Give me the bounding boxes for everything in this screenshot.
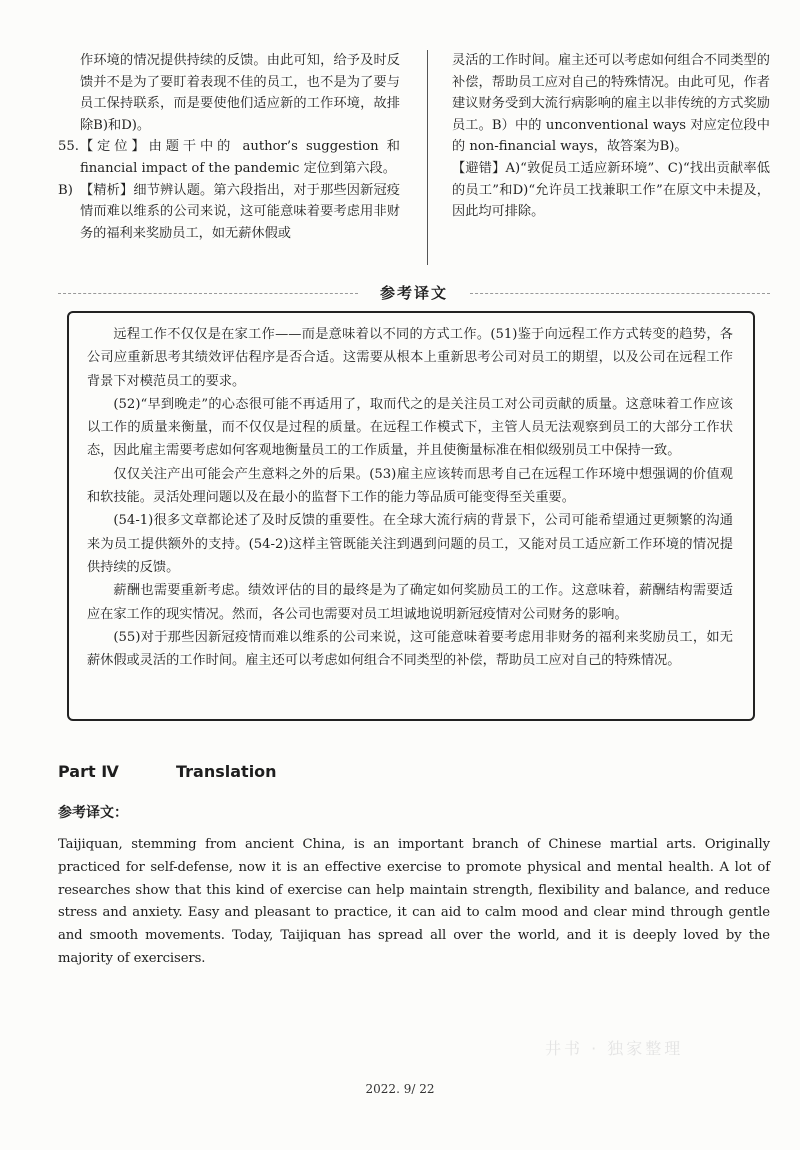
translation-paragraph: 仅仅关注产出可能会产生意料之外的后果。(53)雇主应该转而思考自己在远程工作环境中想强调的价值观和软技能。灵活处理问题以及在最小的监督下工作的能力等品质可能变得至关重要。 xyxy=(87,466,733,506)
page-footer: 2022. 9/ 22 xyxy=(365,1082,435,1096)
watermark: 井书 · 独家整理 xyxy=(545,1039,684,1058)
translation-paragraph: (54-1)很多文章都论述了及时反馈的重要性。在全球大流行病的背景下，公司可能希望通过更频繁的沟通来为员工提供额外的支持。(54-2)这样主管既能关注到遇到问题的员工，又能对员工适应新工作环境的情况提供持续的反馈。 xyxy=(87,513,733,575)
locate-text: 【定位】由题干中的 author’s suggestion 和 financial impact of the pandemic 定位到第六段。 xyxy=(80,139,400,176)
question-number: 55. xyxy=(58,139,79,155)
section-title: 参考译文 xyxy=(379,284,448,302)
column-divider xyxy=(427,50,428,265)
answer-option: B) xyxy=(58,182,73,198)
right-column xyxy=(452,50,770,223)
left-column xyxy=(58,50,400,244)
analysis-columns xyxy=(58,50,770,265)
translation-paragraph: (55)对于那些因新冠疫情而难以维系的公司来说，这可能意味着要考虑用非财务的福利来奖励员工，如无薪休假或灵活的工作时间。雇主还可以考虑如何组合不同类型的补偿，帮助员工应对自己的特殊情况。 xyxy=(87,629,733,669)
translation-paragraph: 远程工作不仅仅是在家工作——而是意味着以不同的方式工作。(51)鉴于向远程工作方式转变的趋势，各公司应重新思考其绩效评估程序是否合适。这需要从根本上重新思考公司对员工的期望，以及公司在远程工作背景下对模范员工的要求。 xyxy=(87,327,733,389)
question-55-locate xyxy=(58,136,400,179)
part-title: Translation xyxy=(176,762,277,781)
feedback-explanation: 作环境的情况提供持续的反馈。由此可知，给予及时反馈并不是为了要盯着表现不佳的员工，也不是为了要与员工保持联系，而是要使他们适应新的工作环境，故排除B)和D)。 xyxy=(80,53,400,133)
translation-paragraph: 薪酬也需要重新考虑。绩效评估的目的最终是为了确定如何奖励员工的工作。这意味着，薪酬结构需要适应在家工作的现实情况。然而，各公司也需要对员工坦诚地说明新冠疫情对公司财务的影响。 xyxy=(87,583,733,622)
question-55-analysis xyxy=(58,180,400,245)
header-rule-right xyxy=(470,293,770,294)
reference-translation-box xyxy=(67,311,755,721)
distractor-analysis: 【避错】A)“敦促员工适应新环境”、C)“找出贡献率低的员工”和D)“允许员工找兼职工作”在原文中未提及，因此均可排除。 xyxy=(452,160,770,220)
reference-label: 参考译文： xyxy=(58,805,128,821)
part-label: Part Ⅳ xyxy=(58,762,119,781)
reference-translation-header xyxy=(58,283,770,303)
translation-paragraph: (52)“早到晚走”的心态很可能不再适用了，取而代之的是关注员工对公司贡献的质量。这意味着工作应该以工作的质量来衡量，而不仅仅是过程的质量。在远程工作模式下，主管人员无法观察到员工的大部分工作状态，因此雇主需要考虑如何客观地衡量员工的工作质量，并且使衡量标准在相似级别员工中保持一致。 xyxy=(87,396,733,459)
translation-text: Taijiquan, stemming from ancient China, is an important branch of Chinese martial arts. Originally practiced for self-defense, now it is an effective exercise to promote physical and mental health. A lot of researches show that this kind of exercise can help maintain strength, flexibility and balance, and reduce stress and anxiety. Easy and pleasant to practice, it can aid to calm mood and clear mind through gentle and smooth movements. Today, Taijiquan has spread all over the world, and it is deeply loved by the majority of exercisers. xyxy=(58,837,770,966)
analysis-continued: 灵活的工作时间。雇主还可以考虑如何组合不同类型的补偿，帮助员工应对自己的特殊情况。由此可见，作者建议财务受到大流行病影响的雇主以非传统的方式奖励员工。B）中的 unconventional ways 对应定位段中的 non-financial ways，故答案为B)。 xyxy=(452,53,770,155)
analysis-text: 【精析】细节辨认题。第六段指出，对于那些因新冠疫情而难以维系的公司来说，这可能意味着要考虑用非财务的福利来奖励员工，如无薪休假或 xyxy=(80,182,400,241)
